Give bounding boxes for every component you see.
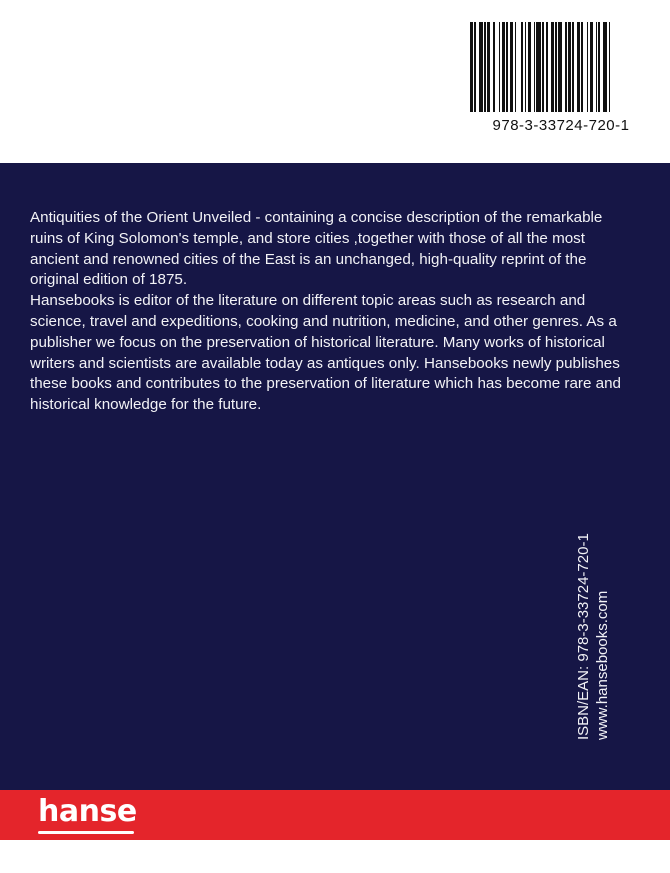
description-paragraph-2: Hansebooks is editor of the literature on different topic areas such as research and science, travel and expeditions, cooking and nutrition, medicine, and other genres. As a publisher we focus on the preservation of historical literature. Many works of historical writers and scientists are available today as antiques only. Hansebooks newly publishes these books and contributes to the preservation of literature which has become rare and historical knowledge for the future. [30, 292, 621, 414]
logo-underline [38, 831, 134, 834]
hanse-logo: hanse [38, 794, 137, 829]
back-cover-panel [0, 163, 670, 790]
barcode-bars [470, 22, 652, 112]
publisher-band [0, 790, 670, 840]
website-line: www.hansebooks.com [594, 590, 611, 740]
barcode-bar [610, 22, 613, 112]
vertical-isbn-block [574, 533, 612, 740]
barcode [464, 14, 658, 152]
bottom-white-band [0, 840, 670, 873]
top-white-band [0, 0, 670, 163]
description-paragraph-1: Antiquities of the Orient Unveiled - containing a concise description of the remarkable ruins of King Solomon's temple, and store cities ,together with those of all the most ancient and renowned cities of the East is an unchanged, high-quality reprint of the original edition of 1875. [30, 209, 603, 289]
book-description [30, 208, 630, 416]
isbn-ean-line: ISBN/EAN: 978-3-33724-720-1 [575, 533, 592, 740]
barcode-number: 978-3-33724-720-1 [492, 117, 630, 134]
